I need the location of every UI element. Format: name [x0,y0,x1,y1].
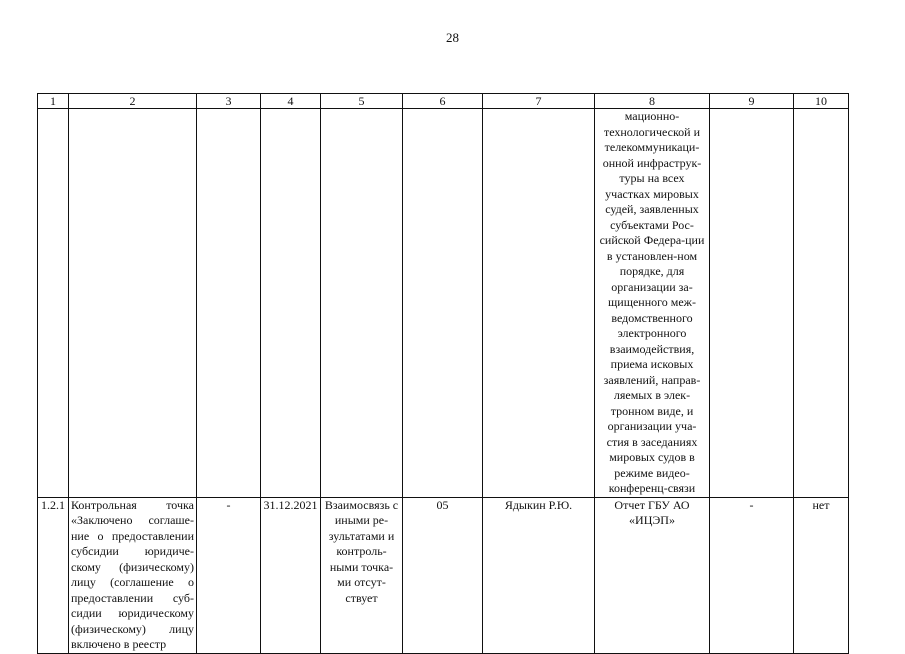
cell-report: Отчет ГБУ АО «ИЦЭП» [595,497,710,653]
document-table [37,93,849,654]
table-row-1-2-1 [38,497,849,653]
cell-empty [197,109,261,498]
cell-code: 05 [403,497,483,653]
header-row [38,94,849,109]
column-header-9: 9 [710,94,794,109]
cell-col9: - [710,497,794,653]
column-header-1: 1 [38,94,69,109]
cell-empty [261,109,321,498]
cell-empty [69,109,197,498]
cell-date: 31.12.2021 [261,497,321,653]
cell-relation: Взаимосвязь с иными ре-зультатами и контроль-ными точка-ми отсут-ствует [321,497,403,653]
cell-continuation-text: мационно-технологической и телекоммуникаци-онной инфраструк-туры на всех участках мировых судей, заявленных субъектами Рос-сийской Федера-ции в установлен-ном порядке, для организации за-щищенного меж-ведомственного электронного взаимодействия, приема исковых заявлений, направ-ляемых в элек-тронном виде, и организации уча-стия в заседаниях мировых судов в режиме видео-конференц-связи [595,109,710,498]
cell-empty [403,109,483,498]
cell-col10: нет [794,497,849,653]
cell-empty [483,109,595,498]
column-header-5: 5 [321,94,403,109]
cell-responsible: Ядыкин Р.Ю. [483,497,595,653]
column-header-3: 3 [197,94,261,109]
cell-empty [321,109,403,498]
cell-number: 1.2.1 [38,497,69,653]
page-number: 28 [446,30,459,45]
column-header-6: 6 [403,94,483,109]
cell-empty [38,109,69,498]
column-header-8: 8 [595,94,710,109]
column-header-10: 10 [794,94,849,109]
cell-col3: - [197,497,261,653]
cell-empty [710,109,794,498]
column-header-7: 7 [483,94,595,109]
cell-empty [794,109,849,498]
column-header-2: 2 [69,94,197,109]
cell-control-point: Контрольная точка «Заключено соглаше-ние о предоставлении субсидии юридиче-скому (физическому) лицу (соглашение о предоставлении суб-сидии юридическому (физическому) лицу включено в реестр [69,497,197,653]
table-row-continuation [38,109,849,498]
column-header-4: 4 [261,94,321,109]
